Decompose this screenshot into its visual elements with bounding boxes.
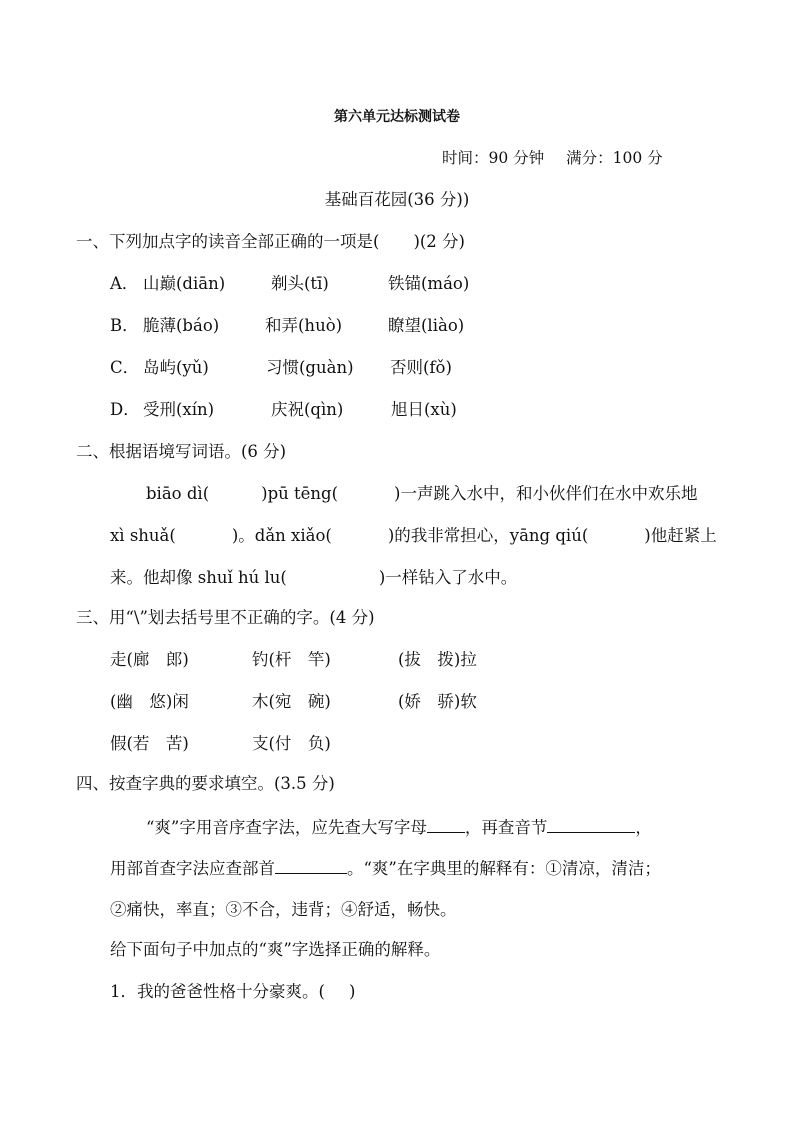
q1-option-b-item: 瞭望(liào) xyxy=(388,316,465,335)
answer-blank[interactable] xyxy=(547,815,635,833)
q1-option-b-label: B． xyxy=(110,316,139,335)
q4-text: 。“爽”在字典里的解释有：①清凉，清洁； xyxy=(347,859,661,878)
q4-text: ，再查音节 xyxy=(464,818,548,837)
answer-blank[interactable] xyxy=(427,815,465,833)
q1-option-c-label: C． xyxy=(110,358,140,377)
q4-item-1 xyxy=(110,980,355,1004)
q4-text: 用部首查字法应查部首 xyxy=(110,859,275,878)
q2-text: 来。他却像 shuǐ hú lu( xyxy=(110,568,287,587)
q1-heading-tail: )(2 分) xyxy=(413,232,465,251)
exam-title: 第六单元达标测试卷 xyxy=(334,109,460,125)
full-score: 满分：100 分 xyxy=(566,149,663,167)
section-heading: 基础百花园(36 分)) xyxy=(324,190,470,209)
q3-cell: 钓(杆 竿) xyxy=(252,650,331,669)
q1-option-b-item: 脆薄(báo) xyxy=(143,316,220,335)
q1-option-a-item: 山巅(diān) xyxy=(143,274,226,293)
q3-cell: 假(若 苦) xyxy=(110,734,189,753)
q3-cell: (拔 拨)拉 xyxy=(398,650,477,669)
q1-option-c-item: 否则(fǒ) xyxy=(390,358,452,377)
q4-line-2 xyxy=(110,856,661,881)
q4-heading: 四、按查字典的要求填空。(3.5 分) xyxy=(76,774,335,793)
q2-text: )一声跳入水中，和小伙伴们在水中欢乐地 xyxy=(394,484,698,503)
q2-text: xì shuǎ( xyxy=(110,526,176,545)
q4-item-text: 1．我的爸爸性格十分豪爽。( xyxy=(110,982,325,1001)
q4-text: ， xyxy=(635,818,652,837)
q1-option-d-item: 旭日(xù) xyxy=(391,400,457,419)
q1-heading xyxy=(76,230,465,254)
q1-heading-text: 一、下列加点字的读音全部正确的一项是( xyxy=(76,232,380,251)
q1-option-c-item: 习惯(guàn) xyxy=(266,358,354,377)
q2-text: )的我非常担心，yāng qiú( xyxy=(387,526,589,545)
q2-text: biāo dì( xyxy=(146,484,210,503)
q3-heading: 三、用“\”划去括号里不正确的字。(4 分) xyxy=(76,608,375,627)
q2-text: )一样钻入了水中。 xyxy=(378,568,518,587)
time-limit: 时间：90 分钟 xyxy=(442,149,545,167)
q2-line-2 xyxy=(110,524,717,548)
q3-cell: (幽 悠)闲 xyxy=(110,692,189,711)
q4-item-tail: ) xyxy=(348,982,356,1001)
q4-text: “爽”字用音序查字法，应先查大写字母 xyxy=(146,818,427,837)
q3-cell: 走(廊 郎) xyxy=(110,650,189,669)
q2-text: )。dǎn xiǎo( xyxy=(231,526,332,545)
exam-meta xyxy=(442,146,663,170)
q1-option-d-item: 庆祝(qìn) xyxy=(271,400,344,419)
q2-heading: 二、根据语境写词语。(6 分) xyxy=(76,442,287,461)
q1-option-a-item: 剃头(tī) xyxy=(271,274,329,293)
q2-line-3 xyxy=(110,566,517,590)
q2-text: )pū tēng( xyxy=(261,484,339,503)
q4-line-3: ②痛快，率直；③不合，违背；④舒适，畅快。 xyxy=(110,900,457,919)
q1-option-a-item: 铁锚(máo) xyxy=(388,274,470,293)
q1-option-a-label: A． xyxy=(110,274,139,293)
q2-text: )他赶紧上 xyxy=(644,526,717,545)
q3-cell: 支(付 负) xyxy=(252,734,331,753)
q1-option-c-item: 岛屿(yǔ) xyxy=(143,358,209,377)
q3-cell: 木(宛 碗) xyxy=(252,692,331,711)
q4-line-4: 给下面句子中加点的“爽”字选择正确的解释。 xyxy=(110,940,441,959)
q1-option-b-item: 和弄(huò) xyxy=(265,316,343,335)
answer-blank[interactable] xyxy=(275,856,347,874)
q2-line-1 xyxy=(146,482,697,506)
q1-option-d-label: D． xyxy=(110,400,140,419)
q3-cell: (娇 骄)软 xyxy=(398,692,477,711)
q4-line-1 xyxy=(146,815,652,840)
q1-option-d-item: 受刑(xín) xyxy=(143,400,215,419)
